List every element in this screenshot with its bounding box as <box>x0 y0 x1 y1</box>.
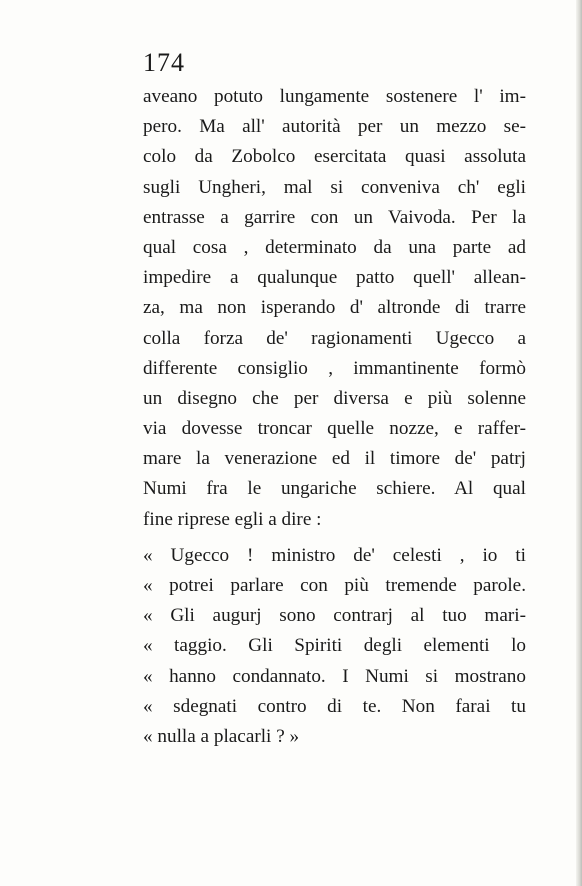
page-number: 174 <box>143 48 185 77</box>
text-line: za, ma non isperando d' altronde di trarre <box>143 297 526 319</box>
text-line: mare la venerazione ed il timore de' patrj <box>143 448 526 470</box>
text-line: « sdegnati contro di te. Non farai tu <box>143 695 526 717</box>
text-line: aveano potuto lungamente sostenere l' im- <box>143 86 526 107</box>
text-line: colo da Zobolco esercitata quasi assoluta <box>143 146 526 168</box>
body-text <box>143 82 526 752</box>
text-line: un disegno che per diversa e più solenne <box>143 387 526 409</box>
text-line: « Gli augurj sono contrarj al tuo mari- <box>143 605 526 627</box>
text-line: « potrei parlare con più tremende parole. <box>143 575 526 596</box>
text-line: « taggio. Gli Spiriti degli elementi lo <box>143 635 526 657</box>
text-line: « hanno condannato. I Numi si mostrano <box>143 665 526 687</box>
text-line: fine riprese egli a dire : <box>143 508 322 530</box>
text-line: pero. Ma all' autorità per un mezzo se- <box>143 116 526 138</box>
text-line: entrasse a garrire con un Vaivoda. Per la <box>143 206 526 228</box>
text-line: impedire a qualunque patto quell' allean- <box>143 267 526 289</box>
text-line: « nulla a placarli ? » <box>143 725 300 747</box>
text-line: differente consiglio , immantinente formò <box>143 357 526 379</box>
text-line: qual cosa , determinato da una parte ad <box>143 236 526 258</box>
page-edge <box>576 0 582 886</box>
text-line: Numi fra le ungariche schiere. Al qual <box>143 478 526 500</box>
text-line: via dovesse troncar quelle nozze, e raffer- <box>143 418 526 440</box>
text-line: « Ugecco ! ministro de' celesti , io ti <box>143 544 526 566</box>
text-line: colla forza de' ragionamenti Ugecco a <box>143 327 526 349</box>
text-line: sugli Ungheri, mal si conveniva ch' egli <box>143 176 526 198</box>
